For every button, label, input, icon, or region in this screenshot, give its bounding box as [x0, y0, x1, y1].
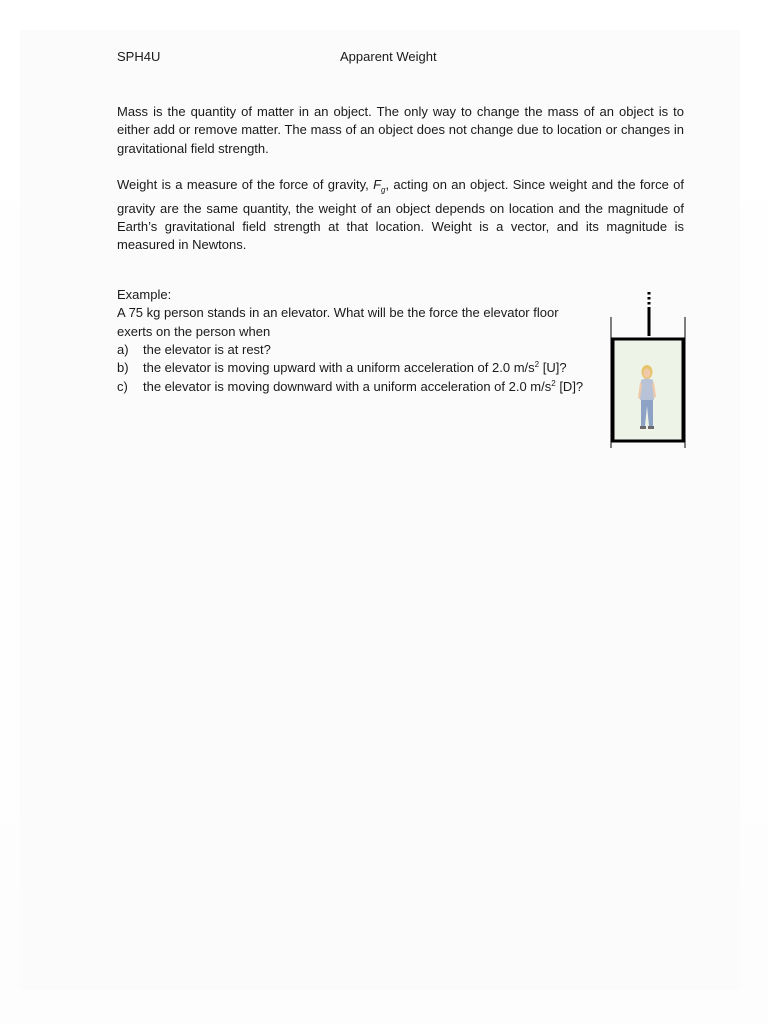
force-subscript-text: g: [381, 185, 386, 195]
unit-exponent: 2: [551, 378, 556, 388]
part-letter: b): [117, 360, 129, 376]
direction-label: [D]?: [555, 378, 584, 394]
example-block: [117, 286, 617, 341]
weight-paragraph: [117, 176, 684, 255]
list-item: [117, 378, 583, 396]
part-text: [143, 378, 583, 396]
part-text-main: the elevator is moving downward with a uniform acceleration of 2.0 m/s: [143, 378, 552, 394]
weight-text-end: , acting on an object. Since weight and the force of gravity are the same quantity, the weight of an object depends on location and the magnitude of Earth’s gravitational field strength at that location. Weight is a vector, and its magnitude is measured in Newtons.: [117, 177, 684, 253]
course-code: SPH4U: [117, 49, 161, 64]
list-item: [117, 341, 583, 359]
page-background: [20, 30, 740, 990]
cable-dashes: [648, 292, 651, 305]
page-title: Apparent Weight: [340, 49, 437, 64]
example-label: Example:: [117, 287, 172, 302]
example-question: A 75 kg person stands in an elevator. What will be the force the elevator floor exerts on the person when: [117, 305, 559, 339]
elevator-with-person-illustration: [605, 288, 689, 448]
part-text: the elevator is at rest?: [143, 342, 271, 357]
part-text-main: the elevator is moving upward with a uniform acceleration of 2.0 m/s: [143, 360, 535, 376]
unit-exponent: 2: [534, 360, 540, 370]
force-symbol: F: [373, 177, 382, 192]
example-parts-list: [117, 341, 583, 396]
direction-label: [U]?: [539, 360, 567, 376]
mass-paragraph: Mass is the quantity of matter in an object. The only way to change the mass of an object is to either add or remove matter. The mass of an object does not change due to location or changes in gravitational field strength.: [117, 104, 684, 156]
part-letter: c): [117, 378, 128, 394]
part-letter: a): [117, 342, 129, 357]
list-item: [117, 359, 583, 377]
part-text: [143, 359, 567, 377]
weight-text-start: Weight is a measure of the force of gravity,: [117, 177, 374, 192]
